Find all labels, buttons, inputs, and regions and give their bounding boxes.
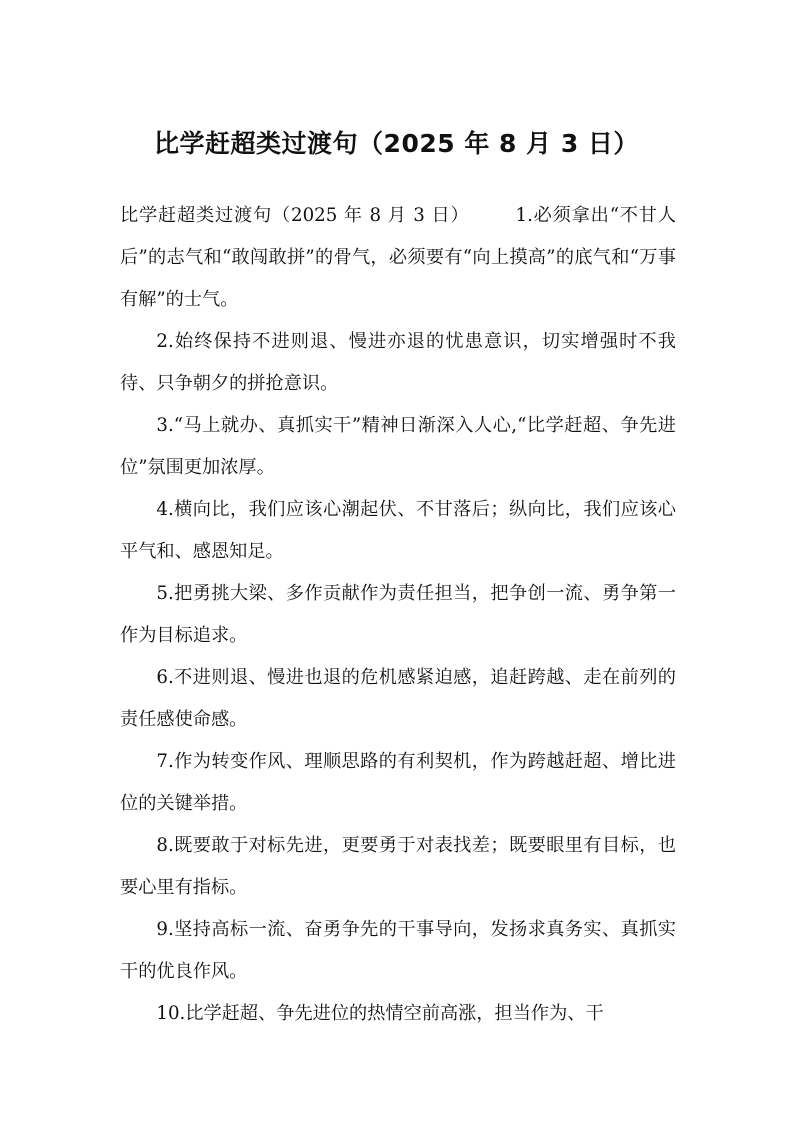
paragraph-8: 8.既要敢于对标先进，更要勇于对表找差；既要眼里有目标，也要心里有指标。 bbox=[120, 835, 676, 898]
paragraph-6: 6.不进则退、慢进也退的危机感紧迫感，追赶跨越、走在前列的责任感使命感。 bbox=[120, 667, 676, 730]
intro-text: 比学赶超类过渡句（2025 年 8 月 3 日） bbox=[120, 205, 470, 226]
paragraph-10: 10.比学赶超、争先进位的热情空前高涨，担当作为、干 bbox=[156, 1003, 604, 1024]
paragraph-3: 3.“马上就办、真抓实干”精神日渐深入人心,“比学赶超、争先进位”氛围更加浓厚。 bbox=[120, 415, 676, 478]
paragraph-5: 5.把勇挑大梁、多作贡献作为责任担当，把争创一流、勇争第一作为目标追求。 bbox=[120, 583, 676, 646]
paragraph-2: 2.始终保持不进则退、慢进亦退的忧患意识，切实增强时不我待、只争朝夕的拼抢意识。 bbox=[120, 331, 676, 394]
paragraph-9: 9.坚持高标一流、奋勇争先的干事导向，发扬求真务实、真抓实干的优良作风。 bbox=[120, 919, 676, 982]
paragraph-1 bbox=[120, 195, 676, 321]
document-body bbox=[120, 195, 676, 1035]
document-title: 比学赶超类过渡句（2025 年 8 月 3 日） bbox=[154, 129, 639, 158]
paragraph-1-text: 1.必须拿出“不甘人后”的志气和“敢闯敢拼”的骨气，必须要有“向上摸高”的底气和“万事有解”的士气。 bbox=[120, 205, 677, 310]
paragraph-4: 4.横向比，我们应该心潮起伏、不甘落后；纵向比，我们应该心平气和、感恩知足。 bbox=[120, 499, 676, 562]
paragraph-7: 7.作为转变作风、理顺思路的有利契机，作为跨越赶超、增比进位的关键举措。 bbox=[120, 751, 676, 814]
